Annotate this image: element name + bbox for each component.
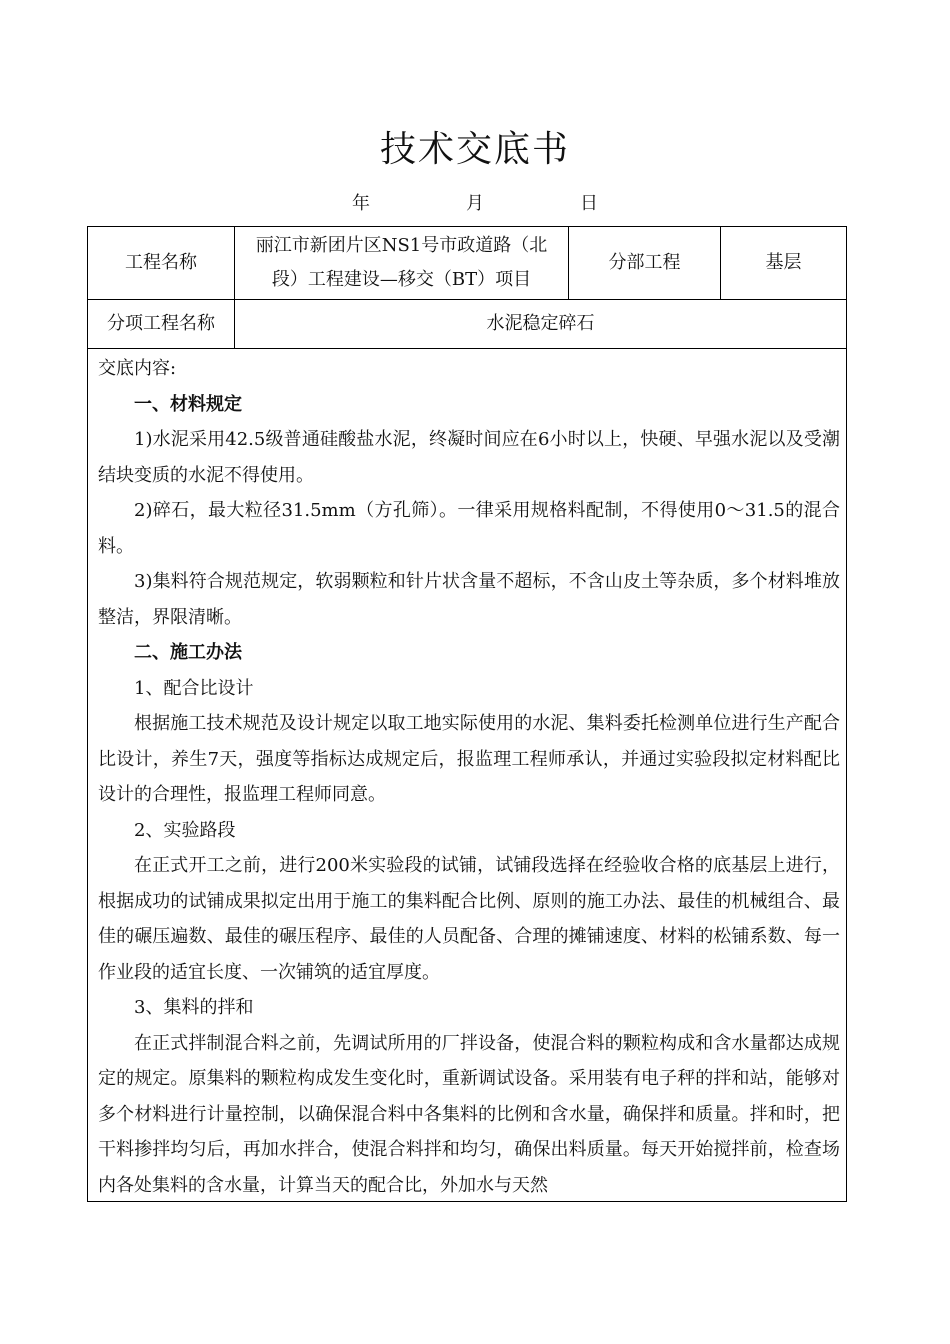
section-heading: 一、材料规定 <box>134 393 242 415</box>
content-intro: 交底内容: <box>98 358 177 379</box>
date-month: 月 <box>466 193 484 214</box>
date-day: 日 <box>580 193 598 214</box>
paragraph: 3)集料符合规范规定，软弱颗粒和针片状含量不超标，不含山皮土等杂质，多个材料堆放整洁，界限清晰。 <box>98 571 840 628</box>
subitem-value: 水泥稳定碎石 <box>486 313 595 334</box>
subsection-heading: 2、实验路段 <box>134 819 236 841</box>
subitem-label: 分项工程名称 <box>107 313 215 334</box>
paragraph: 在正式开工之前，进行200米实验段的试铺，试铺段选择在经验收合格的底基层上进行，根据成功的试铺成果拟定出用于施工的集料配合比例、原则的施工办法、最佳的机械组合、最佳的碾压遍数、最佳的碾压程序、最佳的人员配备、合理的摊铺速度、材料的松铺系数、每一作业段的适宜长度、一次铺筑的适宜厚度。 <box>98 855 840 983</box>
paragraph: 根据施工技术规范及设计规定以取工地实际使用的水泥、集料委托检测单位进行生产配合比设计，养生7天，强度等指标达成规定后，报监理工程师承认，并通过实验段拟定材料配比设计的合理性，报监理工程师同意。 <box>98 713 840 805</box>
subsection-heading: 3、集料的拌和 <box>134 997 254 1018</box>
date-year: 年 <box>352 193 370 214</box>
project-name-label: 工程名称 <box>125 252 197 273</box>
project-name-line2: 段）工程建设—移交（BT）项目 <box>271 269 532 290</box>
paragraph: 在正式拌制混合料之前，先调试所用的厂拌设备，使混合料的颗粒构成和含水量都达成规定的规定。原集料的颗粒构成发生变化时，重新调试设备。采用装有电子秤的拌和站，能够对多个材料进行计量控制，以确保混合料中各集料的比例和含水量，确保拌和质量。拌和时，把干料掺拌均匀后，再加水拌合，使混合料拌和均匀，确保出料质量。每天开始搅拌前，检查场内各处集料的含水量，计算当天的配合比，外加水与天然 <box>98 1032 840 1196</box>
subsection-heading: 1、配合比设计 <box>134 677 254 699</box>
disclosure-form <box>87 226 847 1202</box>
paragraph: 2)碎石，最大粒径31.5mm（方孔筛）。一律采用规格料配制，不得使用0～31.5的混合料。 <box>98 500 840 557</box>
division-label: 分部工程 <box>608 252 681 273</box>
disclosure-content <box>98 351 840 1203</box>
project-name-value <box>235 227 568 299</box>
division-value: 基层 <box>765 252 802 273</box>
section-heading: 二、施工办法 <box>134 642 242 663</box>
document-title: 技术交底书 <box>379 129 570 170</box>
date-line <box>0 190 950 218</box>
row-divider <box>88 348 846 349</box>
paragraph: 1)水泥采用42.5级普通硅酸盐水泥，终凝时间应在6小时以上，快硬、早强水泥以及受潮结块变质的水泥不得使用。 <box>98 429 840 486</box>
project-name-line1: 丽江市新团片区NS1号市政道路（北 <box>255 235 548 256</box>
